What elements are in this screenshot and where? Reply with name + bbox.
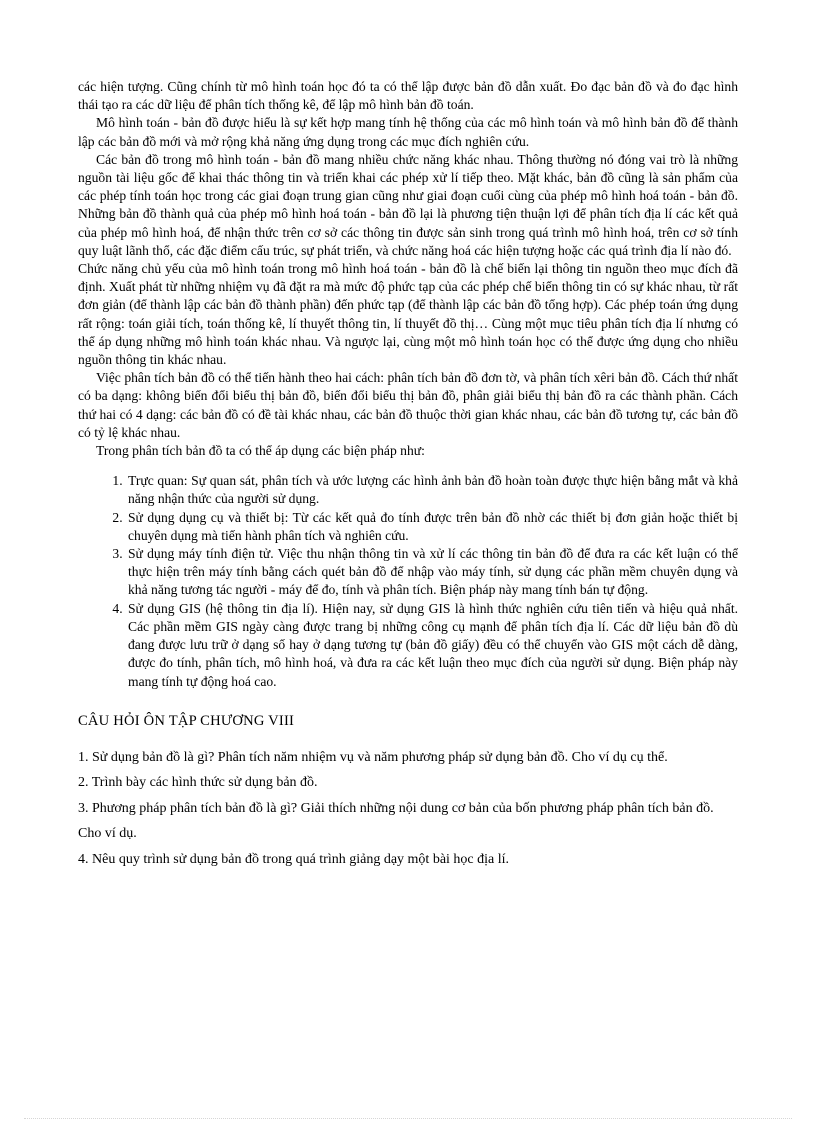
document-page — [78, 78, 738, 872]
list-item: 1. Trực quan: Sự quan sát, phân tích và ước lượng các hình ảnh bản đồ hoàn toàn được thực hiện bằng mắt và khả năng nhận thức của người sử dụng. — [126, 472, 738, 508]
question-item: 2. Trình bày các hình thức sử dụng bản đồ. — [78, 775, 318, 791]
question-item: 1. Sử dụng bản đồ là gì? Phân tích năm nhiệm vụ và năm phương pháp sử dụng bản đồ. Cho ví dụ cụ thể. — [78, 749, 668, 765]
paragraph: Trong phân tích bản đồ ta có thể áp dụng các biện pháp như: — [96, 443, 425, 459]
paragraph: Việc phân tích bản đồ có thể tiến hành theo hai cách: phân tích bản đồ đơn tờ, và phân tích xêri bản đồ. Cách thứ nhất có ba dạng: không biến đổi biểu thị bản đồ, biến đổi biểu thị bản đồ, phân giải biểu thị bản đồ ra các thành phần. Cách thứ hai có 4 dạng: các bản đồ có đề tài khác nhau, các bản đồ thuộc thời gian khác nhau, các bản đồ tương tự, các bản đồ có tỷ lệ khác nhau. — [78, 370, 738, 440]
page-bottom-divider — [24, 1118, 792, 1119]
review-questions — [78, 745, 738, 873]
question-item: 4. Nêu quy trình sử dụng bản đồ trong quá trình giảng dạy một bài học địa lí. — [78, 851, 510, 867]
paragraph: Các bản đồ trong mô hình toán - bản đồ mang nhiều chức năng khác nhau. Thông thường nó đóng vai trò là những nguồn tài liệu gốc để khai thác thông tin và triển khai các phép xử lí tiếp theo. Mặt khác, bản đồ cũng là sản phẩm của các phép tính toán học trong các giai đoạn trung gian cũng như giai đoạn cuối cùng của phép mô hình hoá toán - bản đồ. Những bản đồ thành quả của phép mô hình hoá toán - bản đồ lại là phương tiện thuận lợi để phân tích địa lí các kết quả của phép mô hình hoá, để nhận thức trên cơ sở các thông tin được sản sinh trong quá trình mô hình hoá, trên cơ sở tính quy luật lãnh thổ, các đặc điểm cấu trúc, sự phát triển, và chức năng hoá các hiện tượng hoặc các quá trình địa lí nào đó. — [78, 151, 738, 258]
paragraph: Chức năng chủ yếu của mô hình toán trong mô hình hoá toán - bản đồ là chế biến lại thông tin nguồn theo mục đích đã định. Xuất phát từ những nhiệm vụ đã đặt ra mà mức độ phức tạp của các phép chế biến thông tin có sự khác nhau, từ rất đơn giản (để thành lập các bản đồ thành phần) đến phức tạp (để thành lập các bản đồ tổng hợp). Các phép toán ứng dụng rất rộng: toán giải tích, toán thống kê, lí thuyết thông tin, lí thuyết đồ thị… Cùng một mục tiêu phân tích địa lí nhưng có thể áp dụng những mô hình toán khác nhau. Và ngược lại, cùng một mô hình toán học có thể được ứng dụng cho nhiều nguồn thông tin khác nhau. — [78, 261, 738, 368]
list-item: 2. Sử dụng dụng cụ và thiết bị: Từ các kết quả đo tính được trên bản đồ nhờ các thiết bị đơn giản hoặc thiết bị chuyên dụng mà tiến hành phân tích và nghiên cứu. — [126, 509, 738, 545]
measures-list — [78, 472, 738, 690]
question-item: 3. Phương pháp phân tích bản đồ là gì? Giải thích những nội dung cơ bản của bốn phương pháp phân tích bản đồ. Cho ví dụ. — [78, 800, 714, 842]
list-item: 4. Sử dụng GIS (hệ thông tin địa lí). Hiện nay, sử dụng GIS là hình thức nghiên cứu tiên tiến và hiệu quả nhất. Các phần mềm GIS ngày càng được trang bị những công cụ mạnh để phân tích địa lí. Các dữ liệu bản đồ dù đang được lưu trữ ở dạng số hay ở dạng tương tự (bản đồ giấy) đều có thể chuyển vào GIS một cách dễ dàng, được đo tính, phân tích, mô hình hoá, và đưa ra các kết luận theo mục đích của người sử dụng. Biện pháp này mang tính tự động hoá cao. — [126, 600, 738, 691]
review-heading: CÂU HỎI ÔN TẬP CHƯƠNG VIII — [78, 712, 295, 729]
list-item: 3. Sử dụng máy tính điện tử. Việc thu nhận thông tin và xử lí các thông tin bản đồ để đưa ra các kết luận có thể thực hiện trên máy tính bằng cách quét bản đồ để nhập vào máy tính, sử dụng các phần mềm chuyên dụng và khả năng tương tác người - máy để đo, tính và phân tích. Biện pháp này mang tính bán tự động. — [126, 545, 738, 600]
paragraph: Mô hình toán - bản đồ được hiểu là sự kết hợp mang tính hệ thống của các mô hình toán và mô hình bản đồ để thành lập các bản đồ mới và mở rộng khả năng ứng dụng trong các mục đích nghiên cứu. — [78, 115, 738, 149]
paragraph: các hiện tượng. Cũng chính từ mô hình toán học đó ta có thể lập được bản đồ dẫn xuất. Đo đạc bản đồ và đo đạc hình thái tạo ra các dữ liệu để phân tích thống kê, để lập mô hình bản đồ toán. — [78, 79, 738, 113]
